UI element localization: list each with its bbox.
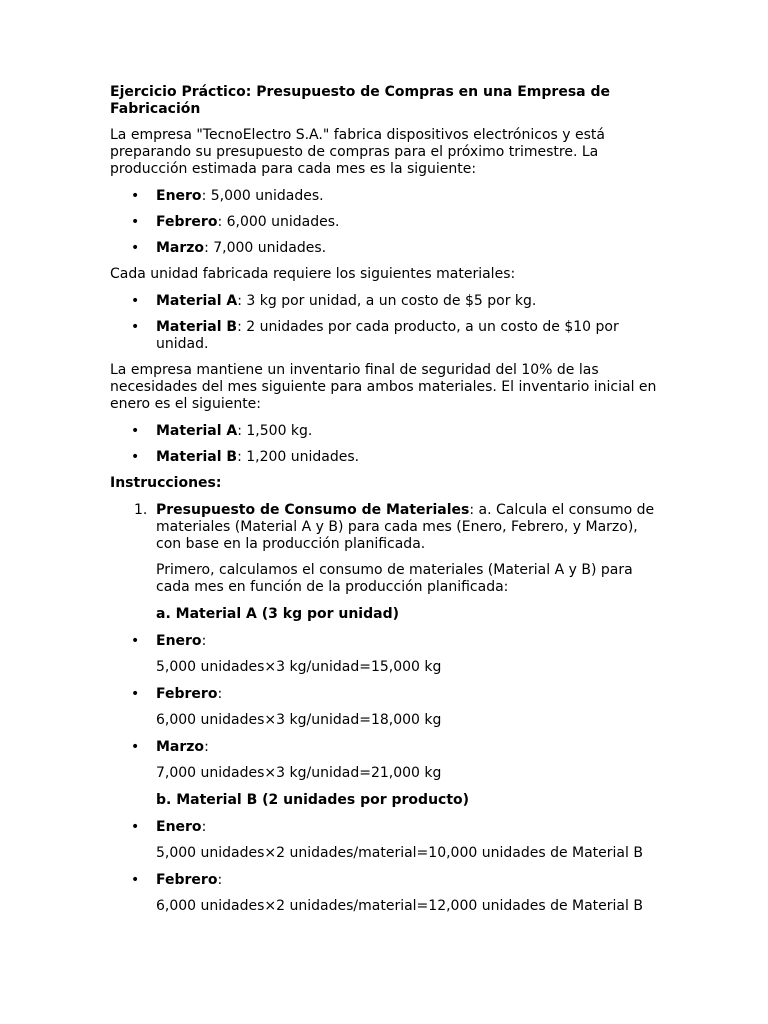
list-item xyxy=(110,819,658,836)
list-item xyxy=(110,293,658,310)
item-text: : 6,000 unidades. xyxy=(217,214,340,230)
item-label: Presupuesto de Consumo de Materiales xyxy=(156,502,470,518)
item-label: Enero xyxy=(156,188,202,204)
item-text: : 7,000 unidades. xyxy=(204,240,327,256)
item-colon: : xyxy=(217,686,223,702)
production-list xyxy=(110,188,658,257)
item-label: Material B xyxy=(156,319,238,335)
formula-line: 5,000 unidades×2 unidades/material=10,000 unidades de Material B xyxy=(156,845,643,861)
item-text: : 1,500 kg. xyxy=(237,423,313,439)
item-label: Febrero xyxy=(156,686,218,702)
list-item xyxy=(110,872,658,889)
item-text: : 2 unidades por cada producto, a un costo de $10 por unidad. xyxy=(156,319,619,352)
item-colon: : xyxy=(204,739,209,755)
step1-paragraph: Primero, calculamos el consumo de materiales (Material A y B) para cada mes en función de la producción planificada: xyxy=(156,562,633,595)
item-label: Febrero xyxy=(156,214,218,230)
section-a-heading: a. Material A (3 kg por unidad) xyxy=(156,606,399,622)
formula-line: 5,000 unidades×3 kg/unidad=15,000 kg xyxy=(156,659,442,675)
item-colon: : xyxy=(201,819,207,835)
list-item xyxy=(110,214,658,231)
item-text: : 5,000 unidades. xyxy=(201,188,324,204)
item-label: Marzo xyxy=(156,240,205,256)
intro-paragraph: La empresa "TecnoElectro S.A." fabrica dispositivos electrónicos y está preparando su presupuesto de compras para el próximo trimestre. La producción estimada para cada mes es la siguiente: xyxy=(110,127,605,177)
list-item xyxy=(110,739,658,756)
document-title: Ejercicio Práctico: Presupuesto de Compras en una Empresa de Fabricación xyxy=(110,84,610,117)
item-text: : 1,200 unidades. xyxy=(237,449,360,465)
list-item xyxy=(110,502,658,553)
instructions-heading: Instrucciones: xyxy=(110,475,222,491)
inventory-list xyxy=(110,423,658,466)
list-item xyxy=(110,423,658,440)
materials-list xyxy=(110,293,658,353)
list-item xyxy=(110,633,658,650)
list-item xyxy=(110,686,658,703)
list-item xyxy=(110,449,658,466)
list-item xyxy=(110,319,658,353)
item-label: Febrero xyxy=(156,872,218,888)
item-colon: : xyxy=(217,872,223,888)
list-item xyxy=(110,240,658,257)
instructions-list xyxy=(110,502,658,553)
formula-line: 7,000 unidades×3 kg/unidad=21,000 kg xyxy=(156,765,442,781)
list-item xyxy=(110,188,658,205)
item-number: 1. xyxy=(134,502,148,518)
section-b-heading: b. Material B (2 unidades por producto) xyxy=(156,792,470,808)
item-label: Enero xyxy=(156,633,202,649)
item-label: Enero xyxy=(156,819,202,835)
item-text: : a. Calcula el consumo de materiales (Material A y B) para cada mes (Enero, Febrero, y Marzo), con base en la producción planificada. xyxy=(156,502,655,552)
item-colon: : xyxy=(201,633,207,649)
item-label: Material A xyxy=(156,293,238,309)
materials-intro: Cada unidad fabricada requiere los siguientes materiales: xyxy=(110,266,516,282)
calc-a-list xyxy=(110,633,658,782)
formula-line: 6,000 unidades×3 kg/unidad=18,000 kg xyxy=(156,712,442,728)
item-label: Material A xyxy=(156,423,238,439)
formula-line: 6,000 unidades×2 unidades/material=12,000 unidades de Material B xyxy=(156,898,643,914)
calc-b-list xyxy=(110,819,658,915)
item-label: Material B xyxy=(156,449,238,465)
inventory-intro: La empresa mantiene un inventario final de seguridad del 10% de las necesidades del mes siguiente para ambos materiales. El inventario inicial en enero es el siguiente: xyxy=(110,362,657,412)
item-text: : 3 kg por unidad, a un costo de $5 por kg. xyxy=(237,293,537,309)
item-label: Marzo xyxy=(156,739,205,755)
